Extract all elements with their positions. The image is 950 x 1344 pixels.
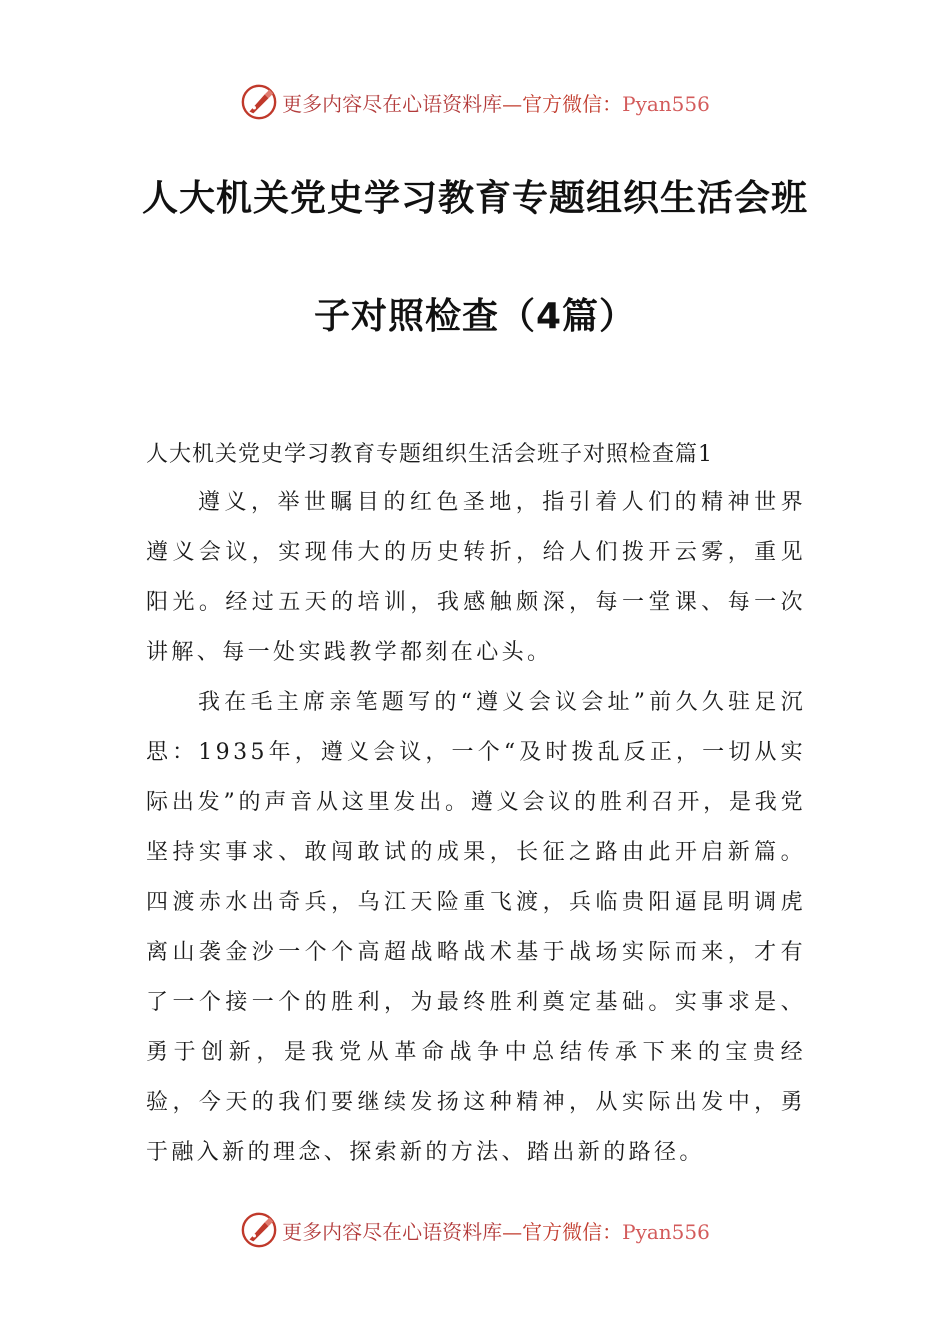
banner-wechat-label: 官方微信： bbox=[522, 1219, 623, 1244]
pen-nib-logo-icon bbox=[240, 83, 278, 121]
document-title-line-1: 人大机关党史学习教育专题组织生活会班 bbox=[141, 178, 808, 219]
body-paragraph-2: 我在毛主席亲笔题写的“遵义会议会址”前久久驻足沉思：1935年，遵义会议，一个“及时拨乱反正，一切从实际出发”的声音从这里发出。遵义会议的胜利召开，是我党坚持实事求、敢闯敢试的成果，长征之路由此开启新篇。四渡赤水出奇兵，乌江天险重飞渡，兵临贵阳逼昆明调虎离山袭金沙一个个高超战略战术基于战场实际而来，才有了一个接一个的胜利，为最终胜利奠定基础。实事求是、勇于创新，是我党从革命战争中总结传承下来的宝贵经验，今天的我们要继续发扬这种精神，从实际出发中，勇于融入新的理念、探索新的方法、踏出新的路径。 bbox=[146, 690, 806, 1165]
pen-nib-logo-icon bbox=[240, 1211, 278, 1249]
document-title-line-2: 子对照检查（4篇） bbox=[313, 296, 637, 337]
banner-wechat-id: Pyan556 bbox=[622, 1219, 710, 1244]
banner-text bbox=[282, 88, 710, 117]
section-heading: 人大机关党史学习教育专题组织生活会班子对照检查篇1 bbox=[146, 442, 713, 467]
header-watermark-banner bbox=[0, 80, 950, 124]
body-paragraph-1: 遵义，举世瞩目的红色圣地，指引着人们的精神世界遵义会议，实现伟大的历史转折，给人们拨开云雾，重见阳光。经过五天的培训，我感触颇深，每一堂课、每一次讲解、每一处实践教学都刻在心头。 bbox=[146, 490, 806, 665]
banner-wechat-label: 官方微信： bbox=[522, 91, 623, 116]
banner-separator: — bbox=[502, 91, 523, 116]
banner-separator: — bbox=[502, 1219, 523, 1244]
banner-wechat-id: Pyan556 bbox=[622, 91, 710, 116]
banner-text bbox=[282, 1216, 710, 1245]
banner-brand-text: 更多内容尽在心语资料库 bbox=[282, 91, 503, 116]
footer-watermark-banner bbox=[0, 1208, 950, 1252]
banner-brand-text: 更多内容尽在心语资料库 bbox=[282, 1219, 503, 1244]
